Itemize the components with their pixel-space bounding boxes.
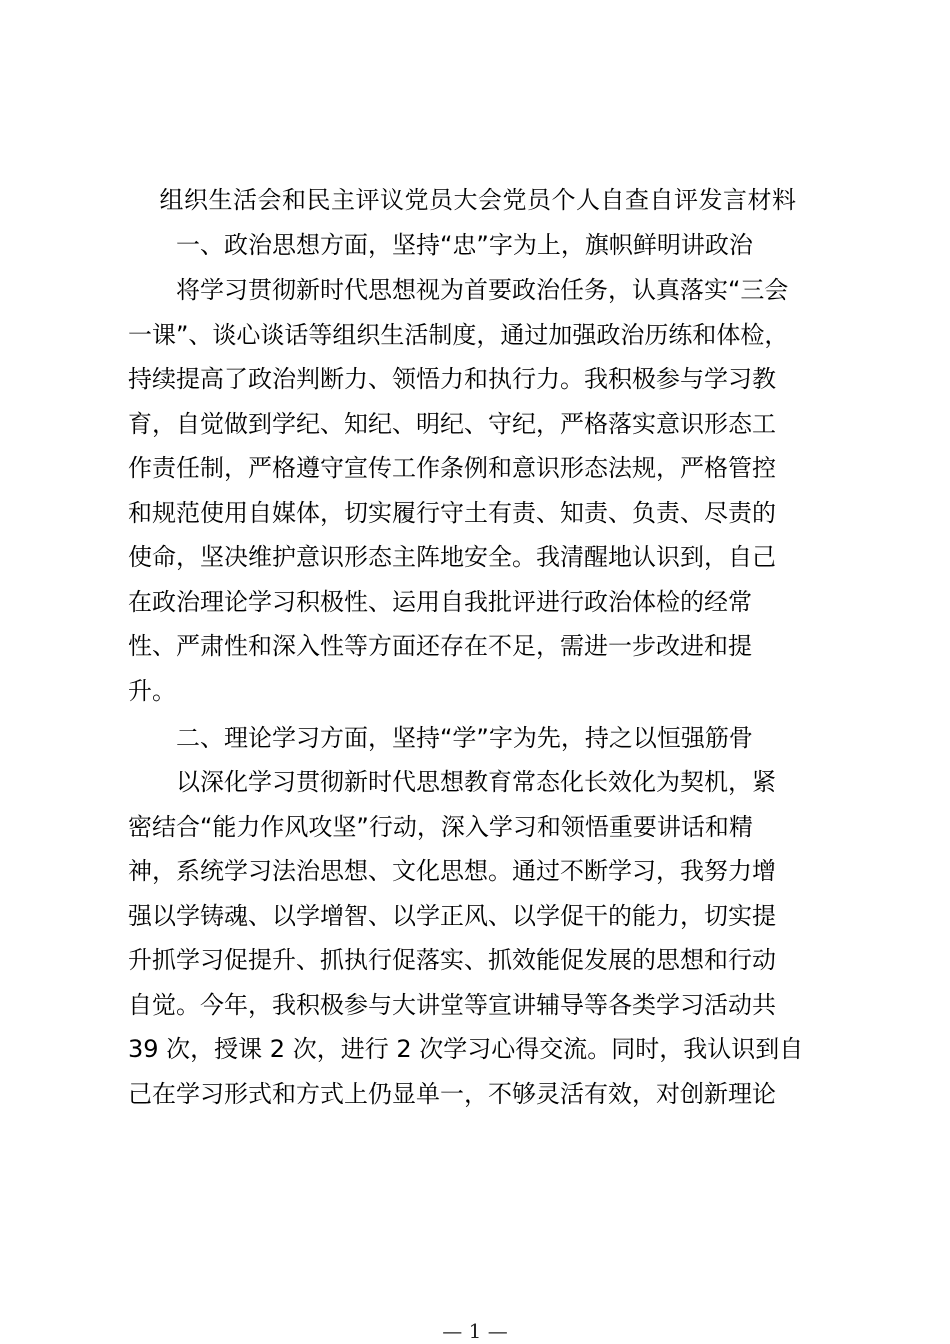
paragraph-line: 在政治理论学习积极性、运用自我批评进行政治体检的经常 [128, 588, 752, 616]
paragraph-line: 密结合“能力作风攻坚”行动，深入学习和领悟重要讲话和精 [128, 813, 753, 841]
paragraph-line: 39 次，授课 2 次，进行 2 次学习心得交流。同时，我认识到自 [128, 1035, 804, 1063]
paragraph-line: 升。 [128, 677, 176, 705]
paragraph-line: 升抓学习促提升、抓执行促落实、抓效能促发展的思想和行动 [128, 946, 776, 974]
section-heading-political: 一、政治思想方面，坚持“忠”字为上，旗帜鲜明讲政治 [176, 231, 753, 259]
paragraph-line: 己在学习形式和方式上仍显单一，不够灵活有效，对创新理论 [128, 1080, 776, 1108]
paragraph-line: 一课”、谈心谈话等组织生活制度，通过加强政治历练和体检， [128, 321, 789, 349]
paragraph-line: 作责任制，严格遵守宣传工作条例和意识形态法规，严格管控 [128, 454, 776, 482]
paragraph-line: 将学习贯彻新时代思想视为首要政治任务，认真落实“三会 [176, 276, 789, 304]
page-number: — 1 — [442, 1319, 508, 1343]
paragraph-line: 神，系统学习法治思想、文化思想。通过不断学习，我努力增 [128, 857, 776, 885]
paragraph-line: 自觉。今年，我积极参与大讲堂等宣讲辅导等各类学习活动共 [128, 991, 776, 1019]
paragraph-line: 使命，坚决维护意识形态主阵地安全。我清醒地认识到，自己 [128, 543, 776, 571]
paragraph-line: 强以学铸魂、以学增智、以学正风、以学促干的能力，切实提 [128, 902, 776, 930]
paragraph-line: 以深化学习贯彻新时代思想教育常态化长效化为契机，紧 [176, 768, 776, 796]
paragraph-line: 育，自觉做到学纪、知纪、明纪、守纪，严格落实意识形态工 [128, 410, 776, 438]
document-title: 组织生活会和民主评议党员大会党员个人自查自评发言材料 [159, 186, 797, 214]
paragraph-line: 性、严肃性和深入性等方面还存在不足，需进一步改进和提 [128, 632, 752, 660]
paragraph-line: 和规范使用自媒体，切实履行守土有责、知责、负责、尽责的 [128, 499, 776, 527]
section-heading-theory: 二、理论学习方面，坚持“学”字为先，持之以恒强筋骨 [176, 724, 753, 752]
paragraph-line: 持续提高了政治判断力、领悟力和执行力。我积极参与学习教 [128, 365, 776, 393]
